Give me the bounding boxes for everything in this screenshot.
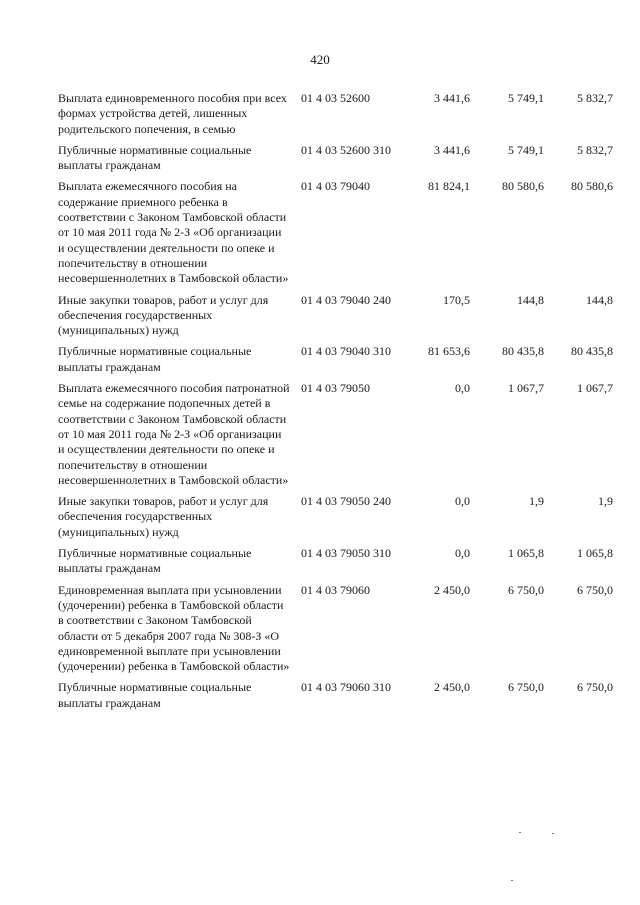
row-name: Иные закупки товаров, работ и услуг для обеспечения государственных (муниципальных) нужд <box>58 292 269 338</box>
table-row <box>58 143 618 174</box>
row-name: Публичные нормативные социальные выплаты гражданам <box>58 344 252 374</box>
row-name: Выплата единовременного пособия при всех формах устройства детей, лишенных родительского попечения, в семью <box>58 91 287 136</box>
row-value-2: 1 067,7 <box>508 381 544 396</box>
row-code: 01 4 03 79050 <box>301 381 370 396</box>
row-value-1: 2 450,0 <box>434 582 470 597</box>
table-row <box>58 546 618 577</box>
row-value-2: 80 580,6 <box>502 179 544 194</box>
row-value-1: 81 824,1 <box>428 179 470 194</box>
row-value-3: 1 067,7 <box>577 381 613 396</box>
row-name: Публичные нормативные социальные выплаты гражданам <box>58 680 252 710</box>
row-value-1: 0,0 <box>455 546 470 561</box>
row-name: Единовременная выплата при усыновлении (удочерении) ребенка в Тамбовской области в соответствии с Законом Тамбовской области от 5 декабря 2007 года № 308-З «О единовременной выплате при усыновлении (удочерении) ребенка в Тамбовской области» <box>58 582 290 674</box>
row-name: Публичные нормативные социальные выплаты гражданам <box>58 142 252 173</box>
row-code: 01 4 03 79040 <box>301 179 370 194</box>
row-value-3: 5 832,7 <box>577 91 613 105</box>
row-value-3: 6 750,0 <box>577 582 613 597</box>
row-value-3: 5 832,7 <box>577 142 613 157</box>
row-value-2: 6 750,0 <box>508 680 544 695</box>
row-name: Выплата ежемесячного пособия на содержание приемного ребенка в соответствии с Законом Тамбовской области от 10 мая 2011 года № 2-З «Об организации и осуществлении деятельности по опеке и попечительству в отношении несовершеннолетних в Тамбовской области» <box>58 179 289 286</box>
row-value-1: 0,0 <box>455 381 470 396</box>
row-value-2: 5 749,1 <box>508 142 544 157</box>
row-code: 01 4 03 52600 310 <box>301 142 391 157</box>
row-value-3: 80 435,8 <box>571 344 613 359</box>
row-value-2: 80 435,8 <box>502 344 544 359</box>
row-code: 01 4 03 79050 240 <box>301 494 391 509</box>
row-value-2: 1,9 <box>529 494 544 509</box>
row-value-3: 6 750,0 <box>577 680 613 695</box>
row-value-1: 81 653,6 <box>428 344 470 359</box>
row-code: 01 4 03 52600 <box>301 91 370 105</box>
row-value-1: 2 450,0 <box>434 680 470 695</box>
row-value-2: 6 750,0 <box>508 582 544 597</box>
row-name: Публичные нормативные социальные выплаты гражданам <box>58 546 252 576</box>
row-value-1: 0,0 <box>455 494 470 509</box>
row-value-1: 3 441,6 <box>434 91 470 105</box>
table-row <box>58 680 618 711</box>
row-code: 01 4 03 79060 <box>301 582 370 597</box>
table-row <box>58 494 618 540</box>
row-value-1: 3 441,6 <box>434 142 470 157</box>
row-value-2: 5 749,1 <box>508 91 544 105</box>
row-value-3: 1,9 <box>598 494 613 509</box>
row-value-2: 144,8 <box>517 292 544 307</box>
page-number: 420 <box>310 52 330 67</box>
table-row <box>58 344 618 375</box>
table-row <box>58 381 618 488</box>
scan-speck <box>511 880 513 881</box>
scan-speck <box>519 832 521 833</box>
row-value-3: 1 065,8 <box>577 546 613 561</box>
budget-table <box>58 91 618 717</box>
table-row <box>58 91 618 137</box>
scan-speck <box>552 833 554 834</box>
row-code: 01 4 03 79050 310 <box>301 546 391 561</box>
table-row <box>58 583 618 675</box>
row-value-3: 144,8 <box>586 292 613 307</box>
row-code: 01 4 03 79060 310 <box>301 680 391 695</box>
table-row <box>58 293 618 339</box>
row-code: 01 4 03 79040 310 <box>301 344 391 359</box>
row-name: Выплата ежемесячного пособия патронатной семье на содержание подопечных детей в соответствии с Законом Тамбовской области от 10 мая 2011 года № 2-З «Об организации и осуществлении деятельности по опеке и попечительству в отношении несовершеннолетних в Тамбовской области» <box>58 381 290 487</box>
table-row <box>58 179 618 286</box>
row-value-3: 80 580,6 <box>571 179 613 194</box>
row-value-1: 170,5 <box>443 292 470 307</box>
row-value-2: 1 065,8 <box>508 546 544 561</box>
row-name: Иные закупки товаров, работ и услуг для обеспечения государственных (муниципальных) нужд <box>58 494 269 539</box>
row-code: 01 4 03 79040 240 <box>301 292 391 307</box>
